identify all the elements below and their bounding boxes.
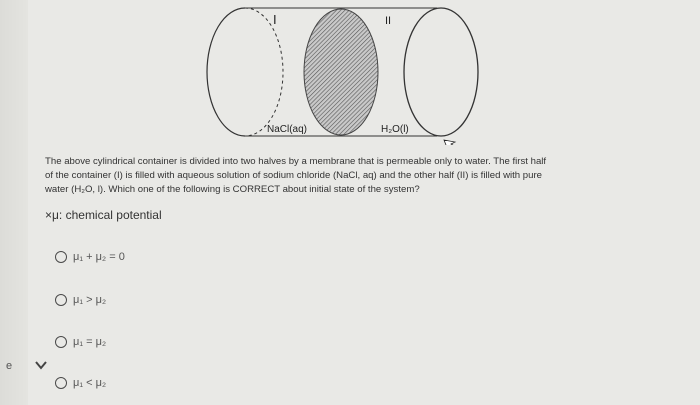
answer-option[interactable] [55,251,125,263]
answer-option-label: μ₁ < μ₂ [73,377,107,389]
answer-option[interactable] [55,294,106,306]
answer-option-label: μ₁ > μ₂ [73,294,107,306]
question-text [45,155,645,197]
question-line: The above cylindrical container is divided into two halves by a membrane that is permeable only to water. The first half [45,156,547,167]
label-water: H₂O(l) [381,124,409,135]
cylinder-right-end [404,8,478,136]
membrane [304,9,378,135]
label-compartment-i: I [273,12,277,27]
cylinder-left-end-back [245,8,283,136]
answer-option[interactable] [55,336,106,348]
radio-button[interactable] [55,251,67,263]
chemical-potential-note: ×μ: chemical potential [45,208,162,222]
answer-option-label: μ₁ + μ₂ = 0 [73,251,125,263]
answer-option[interactable] [55,377,106,389]
question-line: of the container (I) is filled with aqueous solution of sodium chloride (NaCl, aq) and the other half (II) is filled with pure [45,170,542,181]
cylinder-left-end-front [207,8,245,136]
left-sidebar-strip [0,0,28,405]
chevron-down-icon[interactable] [34,358,48,372]
radio-button[interactable] [55,377,67,389]
cylinder-diagram [185,0,505,145]
cursor-icon [444,140,456,145]
question-line: water (H₂O, l). Which one of the following is CORRECT about initial state of the system? [45,184,420,195]
radio-button[interactable] [55,336,67,348]
sidebar-letter: e [6,360,13,372]
label-compartment-ii: II [385,15,392,27]
answer-option-label: μ₁ = μ₂ [73,336,107,348]
radio-button[interactable] [55,294,67,306]
label-nacl: NaCl(aq) [267,124,308,135]
